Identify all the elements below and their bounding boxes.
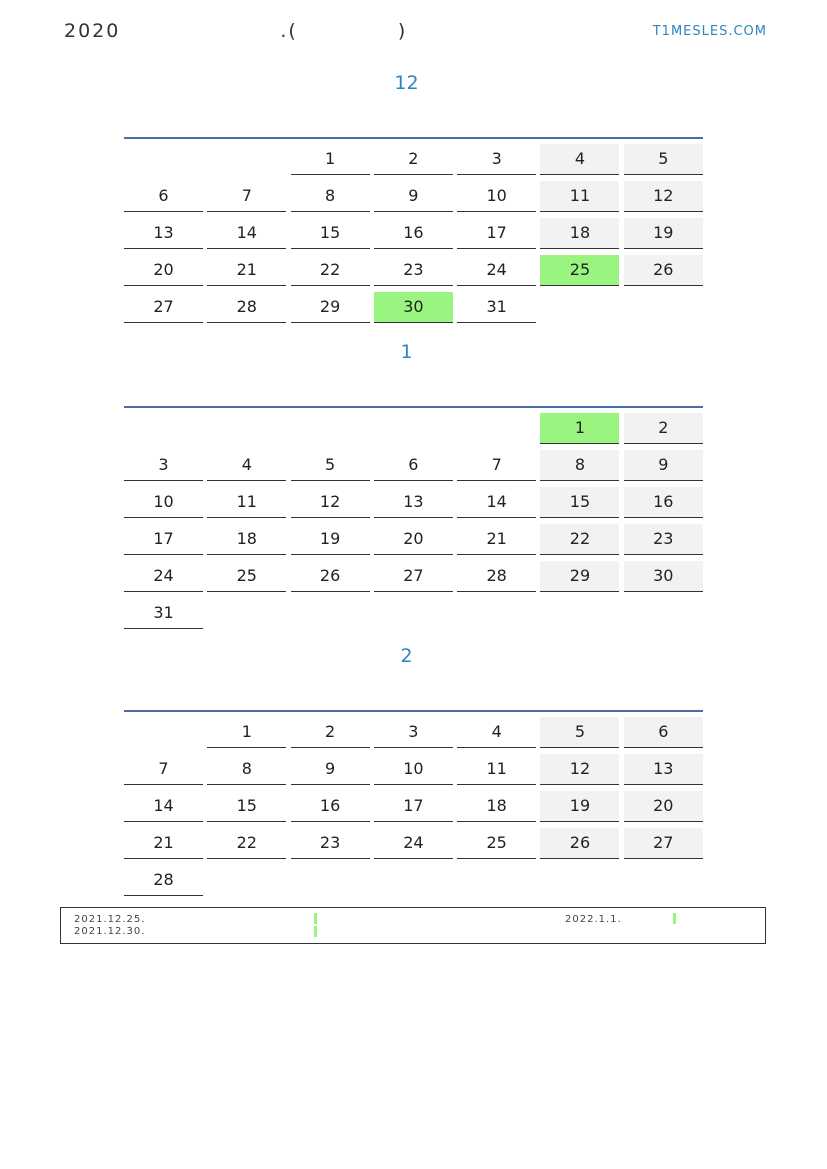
day-cell: 13 bbox=[374, 487, 453, 518]
weekend-day-cell: 12 bbox=[624, 181, 703, 212]
day-cell: 14 bbox=[457, 487, 536, 518]
weekend-day-cell: 11 bbox=[540, 181, 619, 212]
day-cell: 21 bbox=[457, 524, 536, 555]
weekend-day-cell: 29 bbox=[540, 561, 619, 592]
day-cell: 3 bbox=[457, 144, 536, 175]
empty-cell bbox=[457, 413, 536, 443]
empty-cell bbox=[207, 144, 286, 174]
weekend-day-cell: 26 bbox=[624, 255, 703, 286]
day-cell: 7 bbox=[457, 450, 536, 481]
day-cell: 5 bbox=[291, 450, 370, 481]
weekend-day-cell: 5 bbox=[540, 717, 619, 748]
weekend-day-cell: 18 bbox=[540, 218, 619, 249]
month-title-january: 1 bbox=[400, 341, 413, 363]
empty-cell bbox=[624, 292, 703, 322]
day-cell: 6 bbox=[124, 181, 203, 212]
calendar-grid bbox=[124, 413, 703, 635]
day-cell: 1 bbox=[291, 144, 370, 175]
day-cell: 20 bbox=[124, 255, 203, 286]
holiday-legend bbox=[60, 907, 766, 944]
holiday-marker bbox=[673, 913, 676, 924]
weekend-day-cell: 16 bbox=[624, 487, 703, 518]
header-dot-paren: .( bbox=[280, 20, 298, 42]
weekend-day-cell: 27 bbox=[624, 828, 703, 859]
calendar-december bbox=[124, 137, 703, 329]
holiday-day-cell: 30 bbox=[374, 292, 453, 323]
day-cell: 8 bbox=[291, 181, 370, 212]
calendar-february bbox=[124, 710, 703, 902]
header-year: 2020 bbox=[64, 20, 121, 42]
day-cell: 17 bbox=[124, 524, 203, 555]
weekend-day-cell: 2 bbox=[624, 413, 703, 444]
day-cell: 21 bbox=[207, 255, 286, 286]
calendar-january bbox=[124, 406, 703, 635]
empty-cell bbox=[540, 292, 619, 322]
day-cell: 9 bbox=[374, 181, 453, 212]
day-cell: 22 bbox=[291, 255, 370, 286]
header-title bbox=[64, 20, 407, 42]
day-cell: 23 bbox=[374, 255, 453, 286]
day-cell: 28 bbox=[457, 561, 536, 592]
day-cell: 27 bbox=[124, 292, 203, 323]
weekend-day-cell: 30 bbox=[624, 561, 703, 592]
weekend-day-cell: 9 bbox=[624, 450, 703, 481]
day-cell: 15 bbox=[291, 218, 370, 249]
day-cell: 7 bbox=[207, 181, 286, 212]
day-cell: 6 bbox=[374, 450, 453, 481]
day-cell: 11 bbox=[457, 754, 536, 785]
legend-item: 2021.12.30. bbox=[74, 926, 146, 937]
day-cell: 3 bbox=[374, 717, 453, 748]
empty-cell bbox=[124, 413, 203, 443]
legend-item: 2022.1.1. bbox=[565, 914, 622, 925]
day-cell: 11 bbox=[207, 487, 286, 518]
day-cell: 28 bbox=[207, 292, 286, 323]
day-cell: 7 bbox=[124, 754, 203, 785]
day-cell: 15 bbox=[207, 791, 286, 822]
day-cell: 14 bbox=[124, 791, 203, 822]
day-cell: 17 bbox=[457, 218, 536, 249]
day-cell: 4 bbox=[457, 717, 536, 748]
day-cell: 18 bbox=[207, 524, 286, 555]
day-cell: 24 bbox=[374, 828, 453, 859]
month-title-december: 12 bbox=[394, 72, 419, 94]
day-cell: 29 bbox=[291, 292, 370, 323]
empty-cell bbox=[374, 413, 453, 443]
weekend-day-cell: 13 bbox=[624, 754, 703, 785]
weekend-day-cell: 4 bbox=[540, 144, 619, 175]
weekend-day-cell: 8 bbox=[540, 450, 619, 481]
day-cell: 8 bbox=[207, 754, 286, 785]
calendar-grid bbox=[124, 144, 703, 329]
day-cell: 24 bbox=[457, 255, 536, 286]
empty-cell bbox=[124, 717, 203, 747]
day-cell: 14 bbox=[207, 218, 286, 249]
holiday-marker bbox=[314, 913, 317, 924]
day-cell: 10 bbox=[374, 754, 453, 785]
holiday-marker bbox=[314, 926, 317, 937]
weekend-day-cell: 12 bbox=[540, 754, 619, 785]
day-cell: 25 bbox=[457, 828, 536, 859]
weekend-day-cell: 15 bbox=[540, 487, 619, 518]
day-cell: 12 bbox=[291, 487, 370, 518]
weekend-day-cell: 19 bbox=[540, 791, 619, 822]
header-close-paren: ) bbox=[397, 20, 408, 42]
calendar-grid bbox=[124, 717, 703, 902]
legend-item: 2021.12.25. bbox=[74, 914, 146, 925]
weekend-day-cell: 19 bbox=[624, 218, 703, 249]
holiday-day-cell: 1 bbox=[540, 413, 619, 444]
day-cell: 9 bbox=[291, 754, 370, 785]
day-cell: 10 bbox=[457, 181, 536, 212]
day-cell: 2 bbox=[374, 144, 453, 175]
day-cell: 22 bbox=[207, 828, 286, 859]
site-link[interactable]: T1MESLES.COM bbox=[652, 24, 767, 39]
day-cell: 13 bbox=[124, 218, 203, 249]
day-cell: 26 bbox=[291, 561, 370, 592]
day-cell: 3 bbox=[124, 450, 203, 481]
weekend-day-cell: 26 bbox=[540, 828, 619, 859]
day-cell: 31 bbox=[457, 292, 536, 323]
month-title-february: 2 bbox=[400, 645, 413, 667]
weekend-day-cell: 5 bbox=[624, 144, 703, 175]
day-cell: 31 bbox=[124, 598, 203, 629]
day-cell: 28 bbox=[124, 865, 203, 896]
empty-cell bbox=[124, 144, 203, 174]
weekend-day-cell: 23 bbox=[624, 524, 703, 555]
day-cell: 18 bbox=[457, 791, 536, 822]
day-cell: 17 bbox=[374, 791, 453, 822]
weekend-day-cell: 22 bbox=[540, 524, 619, 555]
day-cell: 1 bbox=[207, 717, 286, 748]
empty-cell bbox=[207, 413, 286, 443]
day-cell: 27 bbox=[374, 561, 453, 592]
day-cell: 16 bbox=[291, 791, 370, 822]
day-cell: 20 bbox=[374, 524, 453, 555]
day-cell: 24 bbox=[124, 561, 203, 592]
holiday-day-cell: 25 bbox=[540, 255, 619, 286]
day-cell: 10 bbox=[124, 487, 203, 518]
day-cell: 2 bbox=[291, 717, 370, 748]
day-cell: 16 bbox=[374, 218, 453, 249]
day-cell: 19 bbox=[291, 524, 370, 555]
weekend-day-cell: 20 bbox=[624, 791, 703, 822]
day-cell: 4 bbox=[207, 450, 286, 481]
day-cell: 23 bbox=[291, 828, 370, 859]
empty-cell bbox=[291, 413, 370, 443]
day-cell: 21 bbox=[124, 828, 203, 859]
day-cell: 25 bbox=[207, 561, 286, 592]
weekend-day-cell: 6 bbox=[624, 717, 703, 748]
